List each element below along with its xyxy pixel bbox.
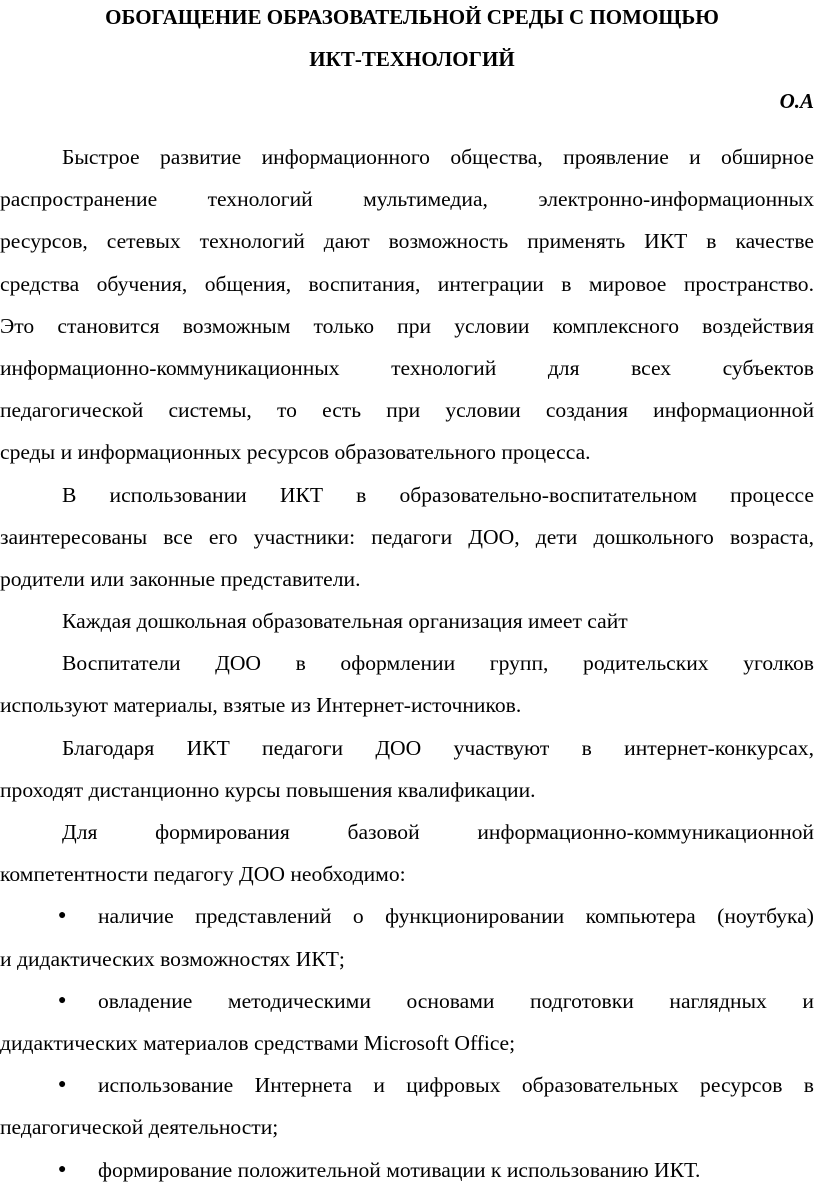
- text-line: [0, 938, 816, 980]
- text-line-content: Для формирования базовой информационно-коммуникационной: [62, 820, 814, 844]
- bullet-list-item: [0, 895, 816, 979]
- bullet-list-item: [0, 980, 816, 1064]
- text-line: [0, 389, 816, 431]
- text-line-content: среды и информационных ресурсов образовательного процесса.: [0, 440, 591, 465]
- text-line-content: Благодаря ИКТ педагоги ДОО участвуют в интернет-конкурсах,: [62, 735, 814, 760]
- text-line: [0, 642, 816, 684]
- text-line: [0, 1022, 816, 1064]
- paragraph: [0, 600, 816, 642]
- bullet-list-item: [0, 1149, 816, 1191]
- paragraph: [0, 727, 816, 811]
- text-line: [0, 895, 816, 937]
- bullet-icon: ●: [58, 908, 67, 924]
- text-line: [0, 769, 816, 811]
- text-line: [0, 474, 816, 516]
- text-line-content: родители или законные представители.: [0, 566, 361, 591]
- text-line: [0, 347, 816, 389]
- text-line-content: Это становится возможным только при условии комплексного воздействия: [0, 313, 814, 338]
- text-line-content: педагогической системы, то есть при условии создания информационной: [0, 398, 814, 423]
- text-line: [0, 1064, 816, 1106]
- text-line-content: компетентности педагогу ДОО необходимо:: [0, 862, 406, 887]
- text-line: [0, 1106, 816, 1148]
- paragraph: [0, 474, 816, 601]
- author-initials: О.А: [779, 89, 814, 113]
- text-line-content: информационно-коммуникационных технологий для всех субъектов: [0, 355, 814, 380]
- text-line: [0, 263, 816, 305]
- text-line-content: Быстрое развитие информационного общества, проявление и обширное: [62, 145, 814, 169]
- bullet-icon: ●: [58, 1161, 67, 1177]
- text-line-content: проходят дистанционно курсы повышения квалификации.: [0, 777, 536, 802]
- text-line-content: распространение технологий мультимедиа, электронно-информационных: [0, 187, 814, 212]
- text-line-content: заинтересованы все его участники: педагоги ДОО, дети дошкольного возраста,: [0, 524, 814, 549]
- text-line: [0, 178, 816, 220]
- text-line: [0, 558, 816, 600]
- paragraph: [0, 642, 816, 726]
- document-title-line-2: ИКТ-ТЕХНОЛОГИЙ: [309, 47, 515, 71]
- text-line-content: используют материалы, взятые из Интернет-источников.: [0, 693, 522, 718]
- text-line: [0, 516, 816, 558]
- document-body: [0, 136, 816, 1191]
- text-line-content: педагогической деятельности;: [0, 1115, 279, 1140]
- text-line: [0, 431, 816, 473]
- text-line-content: дидактических материалов средствами Microsoft Office;: [0, 1030, 516, 1055]
- text-line: [0, 853, 816, 895]
- text-line: [0, 811, 816, 853]
- text-line-content: ресурсов, сетевых технологий дают возможность применять ИКТ в качестве: [0, 229, 814, 254]
- text-line-content: Каждая дошкольная образовательная организация имеет сайт: [62, 609, 628, 634]
- text-line-content: средства обучения, общения, воспитания, интеграции в мировое пространство.: [0, 271, 814, 296]
- text-line: [0, 980, 816, 1022]
- text-line: [0, 220, 816, 262]
- text-line-content: овладение методическими основами подготовки наглядных и: [98, 988, 814, 1013]
- text-line-content: формирование положительной мотивации к использованию ИКТ.: [98, 1157, 701, 1182]
- text-line: [0, 305, 816, 347]
- paragraph: [0, 811, 816, 895]
- paragraph: [0, 136, 816, 474]
- text-line: [0, 600, 816, 642]
- text-line: [0, 136, 816, 178]
- bullet-list-item: [0, 1064, 816, 1148]
- text-line-content: использование Интернета и цифровых образовательных ресурсов в: [98, 1073, 814, 1098]
- text-line: [0, 727, 816, 769]
- bullet-icon: ●: [58, 992, 67, 1008]
- text-line-content: наличие представлений о функционировании компьютера (ноутбука): [98, 904, 814, 929]
- text-line-content: В использовании ИКТ в образовательно-воспитательном процессе: [62, 482, 814, 507]
- document-title-line-1: ОБОГАЩЕНИЕ ОБРАЗОВАТЕЛЬНОЙ СРЕДЫ С ПОМОЩЬЮ: [105, 5, 719, 29]
- text-line-content: и дидактических возможностях ИКТ;: [0, 946, 345, 971]
- bullet-icon: ●: [58, 1077, 67, 1093]
- text-line: [0, 1149, 816, 1191]
- text-line: [0, 684, 816, 726]
- text-line-content: Воспитатели ДОО в оформлении групп, родительских уголков: [62, 651, 814, 676]
